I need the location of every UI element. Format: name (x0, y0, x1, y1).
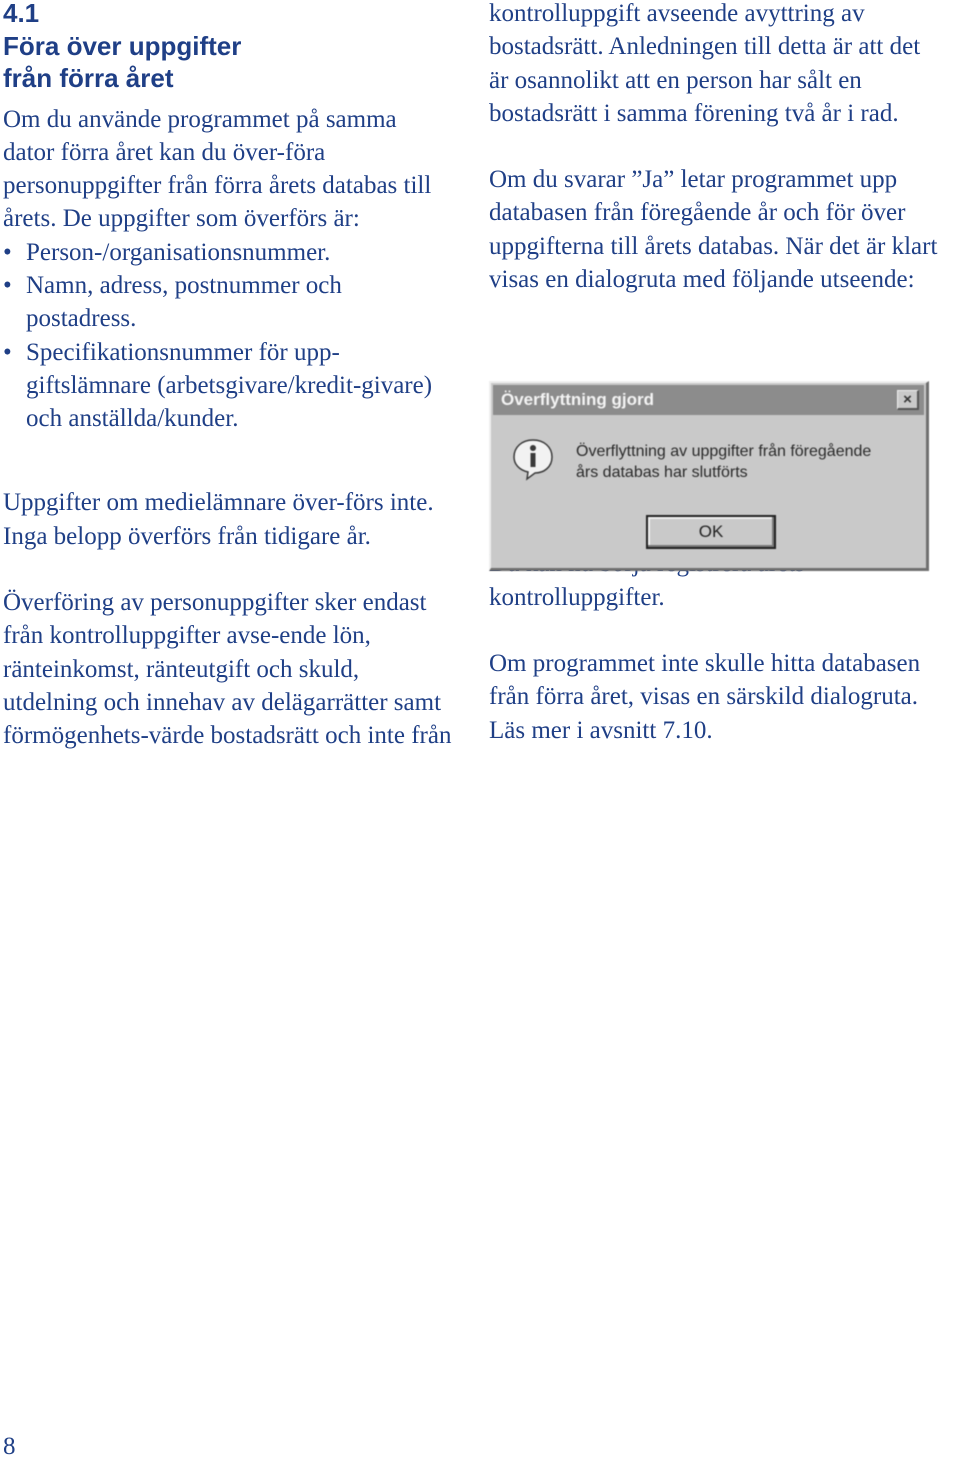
not-found-paragraph: Om programmet inte skulle hitta databasen från förra året, visas en särskild dialogruta. Läs mer i avsnitt 7.10. (489, 649, 921, 744)
answer-yes-paragraph: Om du svarar ”Ja” letar programmet upp databasen från föregående år och för över uppgifterna till årets databas. När det är klart visas en dialogruta med följande utseende: (489, 166, 938, 294)
info-icon (511, 437, 555, 481)
dialog-message-line2: års databas har slutförts (576, 464, 748, 481)
section-heading-line1: Föra över uppgifter (3, 30, 242, 61)
dialog-message (576, 441, 916, 483)
section-number: 4.1 (3, 0, 40, 28)
list-item: • Specifikationsnummer för upp-giftslämnare (arbetsgivare/kredit-givare) och anställda/kunder. (3, 336, 453, 436)
left-column (3, 0, 453, 753)
close-button[interactable]: × (897, 390, 919, 410)
list-item: • Namn, adress, postnummer och postadress. (3, 269, 453, 336)
medium-provider-paragraph: Uppgifter om medielämnare över-förs inte. Inga belopp överförs från tidigare år. (3, 489, 434, 550)
section-heading-line2: från förra året (3, 63, 174, 93)
continuation-paragraph: kontrolluppgift avseende avyttring av bostadsrätt. Anledningen till detta är att det är osannolikt att en person har sålt en bostadsrätt i samma förening två år i rad. (489, 0, 921, 127)
transfer-scope-paragraph: Överföring av personuppgifter sker endast från kontrolluppgifter avse-ende lön, ränteinkomst, ränteutgift och skuld, utdelning och innehav av delägarrätter samt förmögenhets-värde bostadsrätt och inte från (3, 589, 452, 750)
dialog-title: Överflyttning gjord (501, 390, 654, 409)
register-paragraph: kontrolluppgifter. (489, 583, 665, 611)
dialog-message-line1: Överflyttning av uppgifter från föregående (576, 443, 872, 460)
list-item: • Person-/organisationsnummer. (3, 236, 453, 269)
transfer-complete-dialog (489, 381, 929, 571)
dialog-title-bar (493, 385, 924, 415)
transfer-list (3, 236, 453, 436)
intro-paragraph: Om du använde programmet på samma dator förra året kan du över-föra personuppgifter från förra årets databas till årets. De uppgifter som överförs är: (3, 105, 432, 233)
ok-button[interactable]: OK (646, 515, 776, 549)
page-number: 8 (3, 1433, 16, 1460)
right-column (489, 0, 939, 747)
